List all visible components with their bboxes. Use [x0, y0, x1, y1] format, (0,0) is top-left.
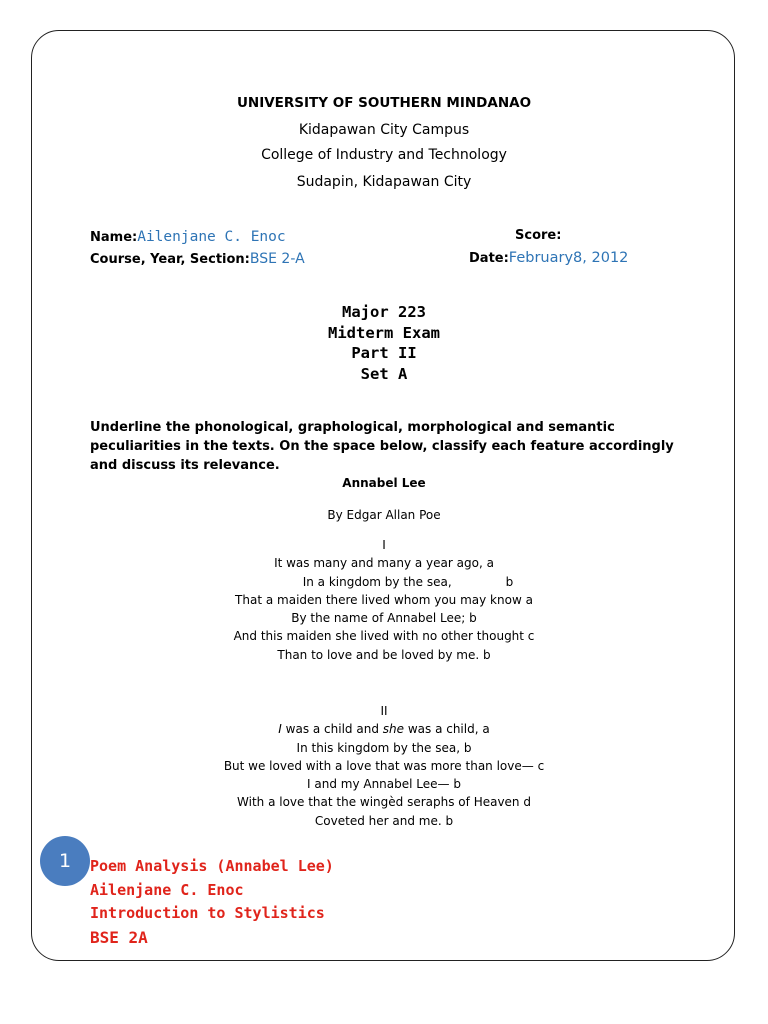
poem-line-text: In a kingdom by the sea,: [302, 574, 452, 589]
poem-line: In this kingdom by the sea, b: [296, 740, 472, 755]
poem-italic-word: I: [278, 722, 282, 737]
score-label: Score:: [515, 228, 562, 243]
name-value: Ailenjane C. Enoc: [137, 229, 286, 245]
poem-line: It was many and many a year ago, a: [274, 556, 494, 571]
poem-line: With a love that the wingèd seraphs of Heaven d: [237, 795, 531, 810]
stanza-2: [0, 702, 768, 830]
poem-italic-word: she: [382, 722, 405, 737]
poem-line: Than to love and be loved by me. b: [277, 647, 491, 662]
rhyme-mark: b: [505, 574, 514, 589]
exam-set: Set A: [360, 364, 408, 383]
caption-course: Introduction to Stylistics: [90, 904, 325, 922]
name-label: Name:: [90, 230, 138, 245]
caption-title: Poem Analysis (Annabel Lee): [90, 857, 334, 875]
poem-line: I and my Annabel Lee— b: [307, 777, 461, 792]
section-value: BSE 2-A: [249, 251, 305, 267]
poem-line: But we loved with a love that was more than love— c: [223, 758, 545, 773]
date-field: [469, 247, 628, 266]
document-caption: [90, 855, 334, 949]
campus-address: Sudapin, Kidapawan City: [296, 174, 472, 190]
date-value: February8, 2012: [508, 250, 629, 266]
campus-name: Kidapawan City Campus: [298, 122, 470, 138]
poem-line: And this maiden she lived with no other thought c: [233, 629, 535, 644]
caption-section: BSE 2A: [90, 927, 148, 947]
poem-line: By the name of Annabel Lee; b: [291, 611, 477, 626]
stanza-numeral: I: [382, 538, 386, 552]
exam-course: Major 223: [342, 303, 426, 321]
page-number-badge: 1: [40, 836, 90, 886]
poem-author: By Edgar Allan Poe: [327, 508, 441, 522]
name-field: [90, 226, 286, 245]
date-label: Date:: [469, 251, 509, 266]
college-name: College of Industry and Technology: [261, 147, 507, 163]
caption-author: Ailenjane C. Enoc: [90, 880, 244, 899]
poem-line: Coveted her and me. b: [314, 813, 454, 828]
exam-part: Part II: [351, 344, 417, 362]
section-field: [90, 248, 305, 267]
stanza-1: [0, 536, 768, 664]
exam-heading: [0, 302, 768, 384]
poem-line: [0, 573, 768, 591]
instructions: Underline the phonological, graphological, morphological and semantic peculiarities in the texts. On the space below, classify each feature accordingly and discuss its relevance.: [90, 420, 674, 473]
stanza-numeral: II: [380, 704, 388, 718]
poem-line: [0, 720, 768, 738]
university-name: UNIVERSITY OF SOUTHERN MINDANAO: [236, 95, 532, 111]
poem-line-text: was a child, a: [404, 722, 490, 737]
poem-title: Annabel Lee: [342, 476, 426, 490]
poem-line-text: was a child and: [281, 722, 383, 737]
exam-type: Midterm Exam: [328, 323, 440, 342]
section-label: Course, Year, Section:: [90, 252, 250, 267]
poem-line: That a maiden there lived whom you may know a: [235, 592, 533, 607]
